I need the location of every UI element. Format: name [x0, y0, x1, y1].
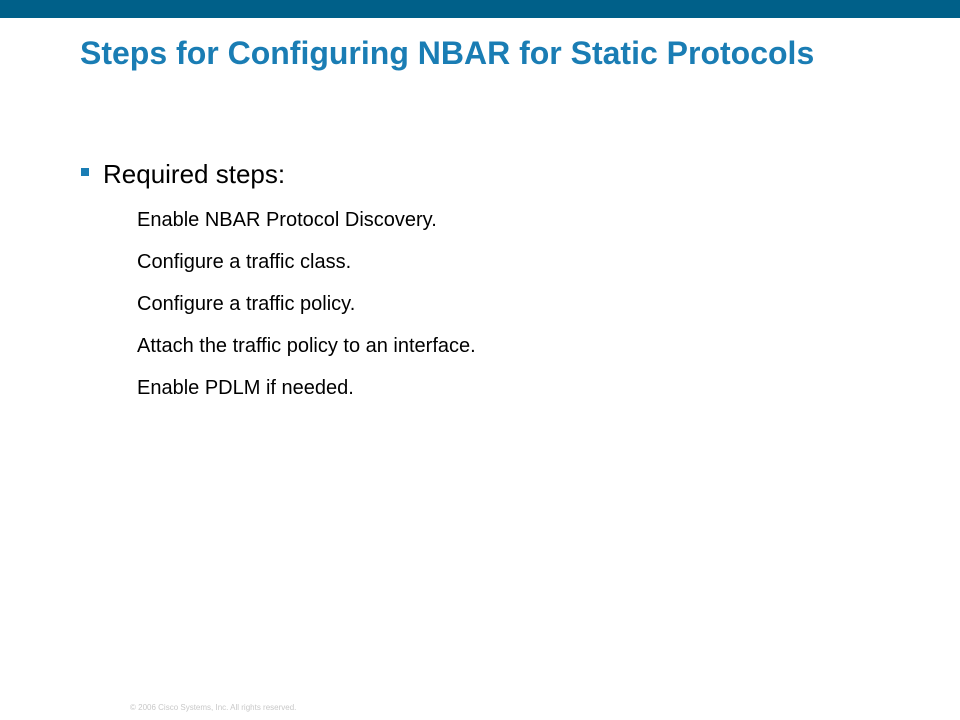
copyright-footer: © 2006 Cisco Systems, Inc. All rights reserved.	[130, 703, 297, 712]
main-bullet-text: Required steps:	[103, 159, 286, 189]
step-item: Attach the traffic policy to an interface.	[137, 335, 476, 357]
square-bullet-icon	[81, 168, 89, 176]
main-bullet	[80, 156, 285, 192]
step-item: Configure a traffic policy.	[137, 293, 356, 315]
step-item: Configure a traffic class.	[137, 251, 352, 273]
step-item: Enable PDLM if needed.	[137, 377, 354, 399]
step-item: Enable NBAR Protocol Discovery.	[137, 209, 437, 231]
top-banner-bar	[0, 0, 960, 18]
slide-title: Steps for Configuring NBAR for Static Protocols	[80, 35, 815, 71]
steps-list	[137, 202, 476, 412]
